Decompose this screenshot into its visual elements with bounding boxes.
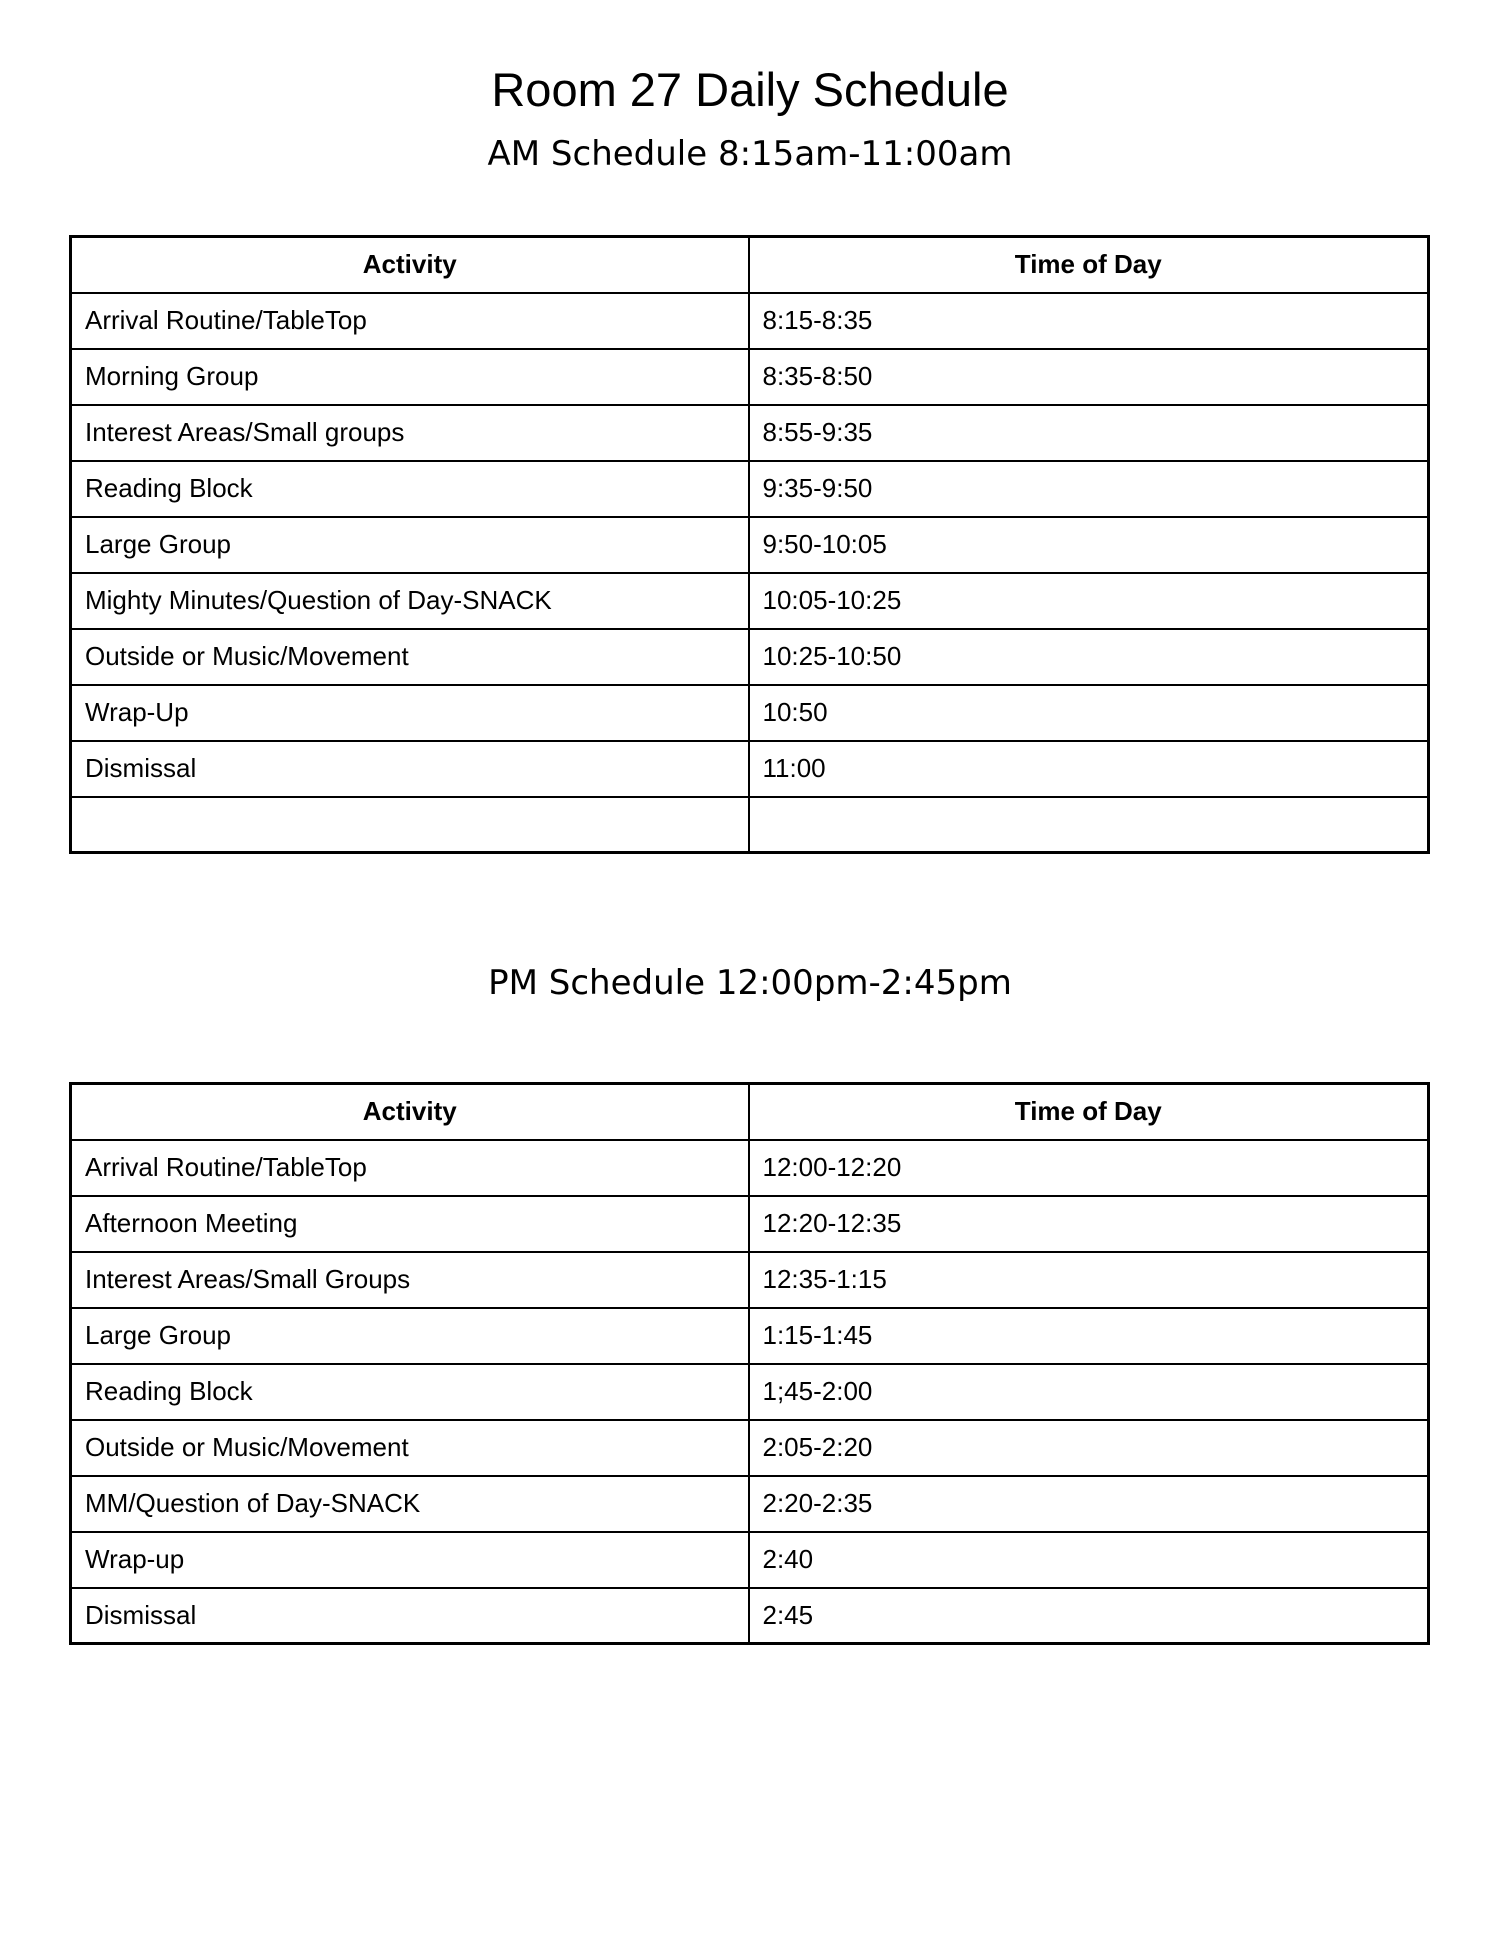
time-cell: 12:35-1:15	[749, 1252, 1429, 1308]
table-row	[71, 1196, 1429, 1252]
table-row	[71, 1420, 1429, 1476]
page-title: Room 27 Daily Schedule	[491, 63, 1009, 116]
activity-cell: Arrival Routine/TableTop	[71, 293, 749, 349]
activity-cell: Wrap-up	[71, 1532, 749, 1588]
table-row	[71, 405, 1429, 461]
table-row	[71, 1364, 1429, 1420]
pm-schedule-table	[69, 1082, 1430, 1645]
activity-cell: Dismissal	[71, 741, 749, 797]
time-cell: 1:15-1:45	[749, 1308, 1429, 1364]
table-row	[71, 1252, 1429, 1308]
activity-cell: Mighty Minutes/Question of Day-SNACK	[71, 573, 749, 629]
table-row	[71, 1532, 1429, 1588]
table-row	[71, 1476, 1429, 1532]
activity-cell: Wrap-Up	[71, 685, 749, 741]
time-cell: 2:45	[749, 1588, 1429, 1644]
activity-cell: Large Group	[71, 1308, 749, 1364]
table-row	[71, 1588, 1429, 1644]
table-row	[71, 1308, 1429, 1364]
activity-cell: Dismissal	[71, 1588, 749, 1644]
activity-cell: MM/Question of Day-SNACK	[71, 1476, 749, 1532]
activity-cell: Reading Block	[71, 1364, 749, 1420]
table-row	[71, 349, 1429, 405]
activity-cell: Large Group	[71, 517, 749, 573]
table-row	[71, 629, 1429, 685]
activity-cell: Afternoon Meeting	[71, 1196, 749, 1252]
time-cell: 9:50-10:05	[749, 517, 1429, 573]
pm-schedule-subtitle: PM Schedule 12:00pm-2:45pm	[488, 963, 1012, 1003]
time-cell: 10:25-10:50	[749, 629, 1429, 685]
time-cell: 12:20-12:35	[749, 1196, 1429, 1252]
column-header-time: Time of Day	[749, 1084, 1429, 1140]
time-cell: 2:05-2:20	[749, 1420, 1429, 1476]
time-cell: 8:55-9:35	[749, 405, 1429, 461]
table-row	[71, 573, 1429, 629]
time-cell: 1;45-2:00	[749, 1364, 1429, 1420]
activity-cell: Interest Areas/Small groups	[71, 405, 749, 461]
time-cell: 2:20-2:35	[749, 1476, 1429, 1532]
table-header-row	[71, 1084, 1429, 1140]
activity-cell: Reading Block	[71, 461, 749, 517]
table-row	[71, 741, 1429, 797]
am-schedule-subtitle: AM Schedule 8:15am-11:00am	[487, 134, 1013, 174]
column-header-activity: Activity	[71, 237, 749, 293]
activity-cell: Outside or Music/Movement	[71, 1420, 749, 1476]
table-row	[71, 685, 1429, 741]
table-row	[71, 293, 1429, 349]
time-cell: 9:35-9:50	[749, 461, 1429, 517]
time-cell: 10:05-10:25	[749, 573, 1429, 629]
table-row	[71, 517, 1429, 573]
activity-cell: Arrival Routine/TableTop	[71, 1140, 749, 1196]
time-cell: 12:00-12:20	[749, 1140, 1429, 1196]
time-cell: 2:40	[749, 1532, 1429, 1588]
time-cell	[749, 797, 1429, 853]
time-cell: 8:15-8:35	[749, 293, 1429, 349]
table-header-row	[71, 237, 1429, 293]
table-row	[71, 461, 1429, 517]
column-header-time: Time of Day	[749, 237, 1429, 293]
activity-cell	[71, 797, 749, 853]
activity-cell: Outside or Music/Movement	[71, 629, 749, 685]
time-cell: 8:35-8:50	[749, 349, 1429, 405]
time-cell: 11:00	[749, 741, 1429, 797]
activity-cell: Interest Areas/Small Groups	[71, 1252, 749, 1308]
table-row	[71, 1140, 1429, 1196]
activity-cell: Morning Group	[71, 349, 749, 405]
time-cell: 10:50	[749, 685, 1429, 741]
empty-table-row	[71, 797, 1429, 853]
am-schedule-table	[69, 235, 1430, 854]
column-header-activity: Activity	[71, 1084, 749, 1140]
